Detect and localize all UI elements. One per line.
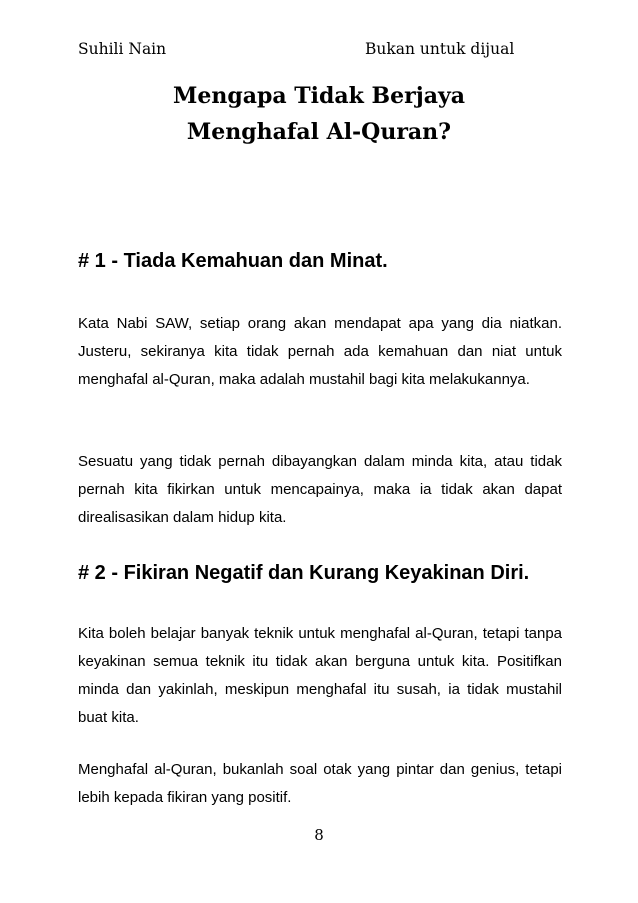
- header-author: Suhili Nain: [78, 40, 167, 58]
- section-2-heading: # 2 - Fikiran Negatif dan Kurang Keyakinan Diri.: [78, 562, 530, 584]
- section-1-heading: # 1 - Tiada Kemahuan dan Minat.: [78, 250, 388, 272]
- section-1-paragraph-1: Kata Nabi SAW, setiap orang akan mendapat apa yang dia niatkan. Justeru, sekiranya kita tidak pernah ada kemahuan dan niat untuk menghafal al-Quran, maka adalah mustahil bagi kita melakukannya.: [78, 315, 562, 388]
- section-2-paragraph-1: Kita boleh belajar banyak teknik untuk menghafal al-Quran, tetapi tanpa keyakinan semua teknik itu tidak akan berguna untuk kita. Positifkan minda dan yakinlah, meskipun menghafal itu susah, ia tidak mustahil buat kita.: [78, 625, 562, 726]
- section-1-paragraph-2: Sesuatu yang tidak pernah dibayangkan dalam minda kita, atau tidak pernah kita fikirkan untuk mencapainya, maka ia tidak akan dapat direalisasikan dalam hidup kita.: [78, 453, 562, 526]
- page-title: [100, 78, 538, 150]
- page-number: 8: [314, 826, 324, 844]
- title-line-1: Mengapa Tidak Berjaya: [173, 83, 465, 109]
- section-2-paragraph-2: Menghafal al-Quran, bukanlah soal otak yang pintar dan genius, tetapi lebih kepada fikiran yang positif.: [78, 761, 562, 806]
- header-notice: Bukan untuk dijual: [365, 40, 515, 58]
- title-line-2: Menghafal Al-Quran?: [186, 119, 452, 145]
